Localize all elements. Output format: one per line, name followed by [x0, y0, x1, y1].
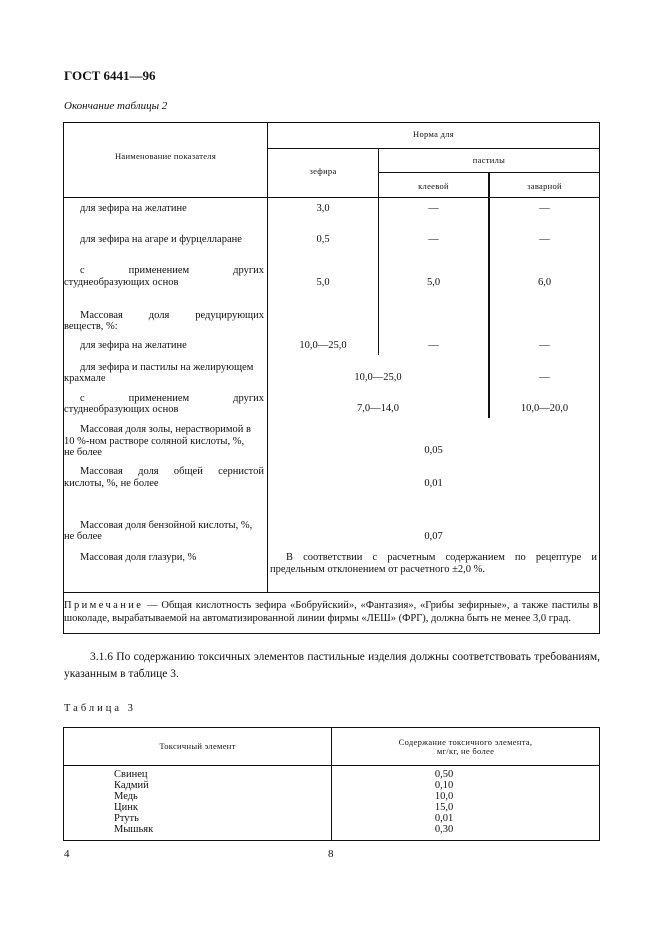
header-zefir: зефира: [309, 166, 337, 176]
row-label-cont: веществ, %:: [64, 321, 118, 332]
table3-row-name: Медь: [114, 791, 138, 802]
table3-right-border: [599, 727, 600, 841]
section-paragraph: 3.1.6 По содержанию токсичных элементов пастильные изделия должны соответствовать требованиям, указанным в таблице 3.: [64, 651, 600, 680]
header-bottom-rule: [63, 197, 600, 198]
table3-row-value: 0,10: [434, 780, 454, 791]
cell-zavarnoy: —: [539, 203, 550, 214]
row-label: для зефира на желатине: [80, 203, 187, 214]
header-zavarnoy: заварной: [527, 181, 562, 191]
table3-header-content: Содержание токсичного элемента,: [398, 737, 533, 747]
table3-row-name: Ртуть: [114, 813, 139, 824]
row-label: с применением других: [80, 265, 264, 276]
row-label: Массовая доля глазури, %: [80, 552, 197, 563]
table3-row-name: Мышьяк: [114, 824, 154, 835]
header-pastila: пастилы: [472, 155, 506, 165]
table3-row-value: 0,01: [434, 813, 454, 824]
cell-kleevoy: —: [428, 203, 439, 214]
cell-value-cont: предельным отклонением от расчетного ±2,0 %.: [270, 564, 485, 575]
table3-header-rule: [63, 765, 600, 766]
table3-row-name: Кадмий: [114, 780, 149, 791]
table3-caption: Таблица 3: [64, 703, 136, 714]
row-label: для зефира на агаре и фурцелларане: [80, 234, 242, 245]
table3-header-content-cont: мг/кг, не более: [436, 746, 495, 756]
row-label: Массовая доля редуцирующих: [80, 310, 264, 321]
cell-zefir: 0,5: [316, 234, 330, 245]
header-indicator: Наименование показателя: [114, 151, 217, 161]
row-label-cont: не более: [64, 531, 102, 542]
row-label: для зефира и пастилы на желирующем: [80, 362, 254, 373]
col-divider-zefir: [378, 148, 379, 355]
page-number-center: 8: [328, 848, 334, 860]
table3-bottom-border: [63, 840, 600, 841]
table3-row-value: 15,0: [434, 802, 454, 813]
note-prefix: Примечание: [64, 600, 144, 611]
cell-value: В соответствии с расчетным содержанием по рецептуре и: [286, 552, 597, 563]
table3-row-name: Цинк: [114, 802, 138, 813]
cell-kleevoy: —: [428, 234, 439, 245]
table-continuation-caption: Окончание таблицы 2: [64, 100, 168, 112]
cell-kleevoy: 5,0: [426, 277, 441, 288]
row-label: Массовая доля бензойной кислоты, %,: [80, 520, 253, 531]
row-label-cont: студнеобразующих основ: [64, 277, 179, 288]
table3-header-element: Токсичный элемент: [159, 741, 236, 751]
cell-zavarnoy: 6,0: [537, 277, 552, 288]
note-text: — Общая кислотность зефира «Бобруйский», «Фантазия», «Грибы зефирные», а также пастилы в шоколаде, вырабатываемой на автоматизированной линии фирмы «ЛЕШ» (ФРГ), должна быть не менее 3,0 град.: [64, 600, 598, 624]
header-kleevoy: клеевой: [418, 181, 449, 191]
cell-value: 0,01: [424, 478, 443, 489]
cell-kleevoy: —: [428, 340, 439, 351]
cell-zefir: 5,0: [316, 277, 330, 288]
cell-value: 0,05: [424, 445, 443, 456]
row-label-cont: кислоты, %, не более: [64, 478, 159, 489]
cell-merged: 10,0—25,0: [354, 372, 402, 383]
table2-right-border: [599, 122, 600, 634]
cell-zavarnoy: —: [539, 340, 550, 351]
row-label: Массовая доля золы, нерастворимой в: [80, 424, 251, 435]
row-label-cont: студнеобразующих основ: [64, 404, 179, 415]
document-title: ГОСТ 6441—96: [64, 68, 156, 83]
cell-zefir: 10,0—25,0: [299, 340, 347, 351]
cell-merged: 7,0—14,0: [357, 403, 399, 414]
cell-zavarnoy: —: [539, 372, 550, 383]
row-label: Массовая доля общей сернистой: [80, 466, 264, 477]
row-label-cont: не более: [64, 447, 102, 458]
col-divider-indicator: [267, 122, 268, 592]
row-label: с применением других: [80, 393, 264, 404]
page-number-left: 4: [64, 848, 70, 860]
row-label-cont: крахмале: [64, 373, 106, 384]
table3-row-name: Свинец: [114, 769, 148, 780]
header-rule-norm: [268, 148, 599, 149]
note-separator: [63, 592, 600, 593]
row-label-cont: 10 %-ном растворе соляной кислоты, %,: [64, 436, 245, 447]
header-norm-for: Норма для: [413, 129, 454, 139]
table3-row-value: 0,30: [434, 824, 454, 835]
table3-row-value: 0,50: [434, 769, 454, 780]
cell-value: 0,07: [424, 531, 443, 542]
table3-row-value: 10,0: [434, 791, 454, 802]
cell-zavarnoy: 10,0—20,0: [520, 403, 569, 414]
table2-bottom-border: [63, 633, 600, 634]
table2-note: [64, 599, 598, 625]
table2-top-border: [63, 122, 600, 123]
row-label: для зефира на желатине: [80, 340, 187, 351]
cell-zefir: 3,0: [316, 203, 330, 214]
cell-zavarnoy: —: [539, 234, 550, 245]
